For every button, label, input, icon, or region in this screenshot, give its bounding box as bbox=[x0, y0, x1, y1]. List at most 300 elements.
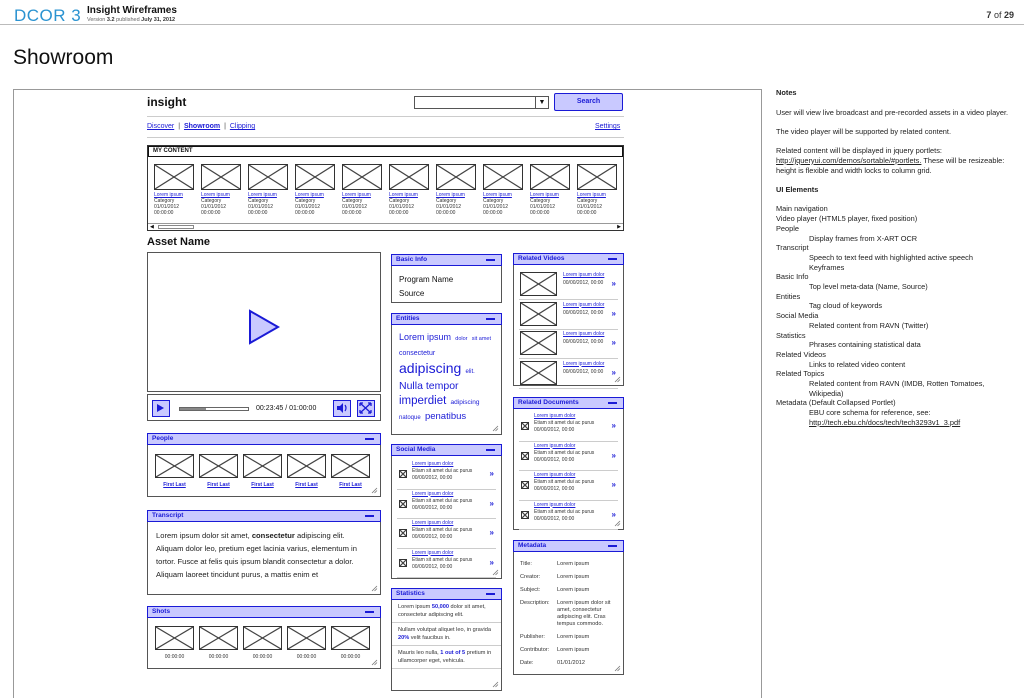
ui-element-line: Speech to text feed with highlighted active speech bbox=[809, 252, 973, 262]
person-name-link[interactable]: First Last bbox=[163, 482, 186, 488]
metadata-portlet bbox=[513, 540, 624, 675]
video-thumbnail[interactable] bbox=[520, 272, 557, 296]
item-link[interactable]: Lorem ipsum dolor bbox=[534, 413, 576, 419]
item-text bbox=[534, 450, 594, 464]
ui-element-line: Phrases containing statistical data bbox=[809, 340, 921, 350]
shot-timecode: 00:00:00 bbox=[252, 654, 273, 660]
ui-element-line: Top level meta-data (Name, Source) bbox=[809, 282, 928, 292]
content-thumbnail[interactable] bbox=[201, 164, 241, 190]
minimize-icon[interactable] bbox=[365, 438, 374, 440]
list-item[interactable] bbox=[397, 520, 496, 549]
content-time: 00:00:00 bbox=[530, 210, 550, 216]
shot-timecode: 00:00:00 bbox=[340, 654, 361, 660]
play-button[interactable] bbox=[152, 400, 170, 417]
entities-header[interactable] bbox=[391, 313, 502, 325]
ui-element-line: Entities bbox=[776, 291, 801, 301]
content-item[interactable] bbox=[154, 164, 194, 216]
list-item[interactable] bbox=[519, 443, 618, 472]
notes-paragraph: Related content will be displayed in jquery portlets: http://jqueryui.com/demos/sortable/#portlets. These will be resizeable: height is flexible and width locks to column grid. bbox=[776, 146, 1005, 175]
play-icon bbox=[153, 401, 168, 415]
resize-icon[interactable] bbox=[492, 569, 499, 576]
content-item[interactable] bbox=[389, 164, 429, 216]
video-thumbnail[interactable] bbox=[520, 302, 557, 326]
people-portlet bbox=[147, 433, 381, 497]
ui-element-line: Related Videos bbox=[776, 349, 826, 359]
item-link[interactable]: Lorem ipsum dolor bbox=[534, 472, 576, 478]
entity-tag[interactable]: consectetur bbox=[399, 350, 436, 357]
person-frame[interactable] bbox=[199, 454, 238, 478]
resize-icon[interactable] bbox=[492, 681, 499, 688]
dcor-logo: DCOR 3 bbox=[14, 6, 82, 25]
related-video-item[interactable] bbox=[519, 359, 618, 389]
social-media-title: Social Media bbox=[396, 446, 436, 453]
version-number: 3.2 bbox=[106, 17, 115, 23]
list-item[interactable] bbox=[519, 502, 618, 531]
header-divider bbox=[0, 24, 1024, 25]
shot-item[interactable] bbox=[243, 626, 282, 660]
entity-tag[interactable]: Nulla tempor bbox=[399, 380, 459, 392]
content-category: Category bbox=[577, 198, 598, 204]
related-videos-title: Related Videos bbox=[518, 255, 565, 262]
app-title: insight bbox=[147, 95, 187, 109]
minimize-icon[interactable] bbox=[486, 259, 495, 261]
person-item[interactable] bbox=[199, 454, 238, 488]
video-thumbnail[interactable] bbox=[520, 331, 557, 355]
ebu-schema-link[interactable]: http://tech.ebu.ch/docs/tech/tech3293v1_3.pdf bbox=[809, 417, 961, 427]
entity-tag[interactable]: sit amet bbox=[471, 336, 491, 342]
statistics-header[interactable] bbox=[391, 588, 502, 600]
item-snippet: Etiam sit amet dui ac purus bbox=[412, 527, 473, 533]
content-thumbnail[interactable] bbox=[295, 164, 335, 190]
item-link[interactable]: Lorem ipsum dolor bbox=[412, 490, 454, 497]
social-media-header[interactable] bbox=[391, 444, 502, 456]
video-link[interactable]: Lorem ipsum dolor bbox=[563, 360, 605, 367]
content-item[interactable] bbox=[530, 164, 570, 216]
transcript-title: Transcript bbox=[152, 512, 184, 519]
list-item[interactable] bbox=[519, 413, 618, 442]
asset-name: Asset Name bbox=[147, 236, 210, 248]
shot-item[interactable] bbox=[331, 626, 370, 660]
content-date: 01/01/2012 bbox=[483, 204, 509, 210]
stat-value: 50,000 bbox=[431, 604, 449, 610]
content-category: Category bbox=[248, 198, 269, 204]
notes-panel bbox=[776, 88, 1020, 428]
content-title-link[interactable]: Lorem ipsum bbox=[530, 192, 559, 198]
content-title-link[interactable]: Lorem ipsum bbox=[577, 192, 606, 198]
nav-settings[interactable]: Settings bbox=[595, 123, 621, 130]
content-time: 00:00:00 bbox=[577, 210, 597, 216]
content-title-link[interactable]: Lorem ipsum bbox=[389, 192, 418, 198]
video-player[interactable] bbox=[147, 252, 381, 392]
shot-keyframe[interactable] bbox=[199, 626, 238, 650]
metadata-value: Lorem ipsum bbox=[557, 587, 590, 593]
chevron-right-icon[interactable]: » bbox=[611, 509, 616, 519]
person-item[interactable] bbox=[287, 454, 326, 488]
entities-title: Entities bbox=[396, 315, 420, 322]
ui-element-line: People bbox=[776, 223, 800, 233]
content-time: 00:00:00 bbox=[295, 210, 315, 216]
resize-icon[interactable] bbox=[614, 520, 621, 527]
time-display: 00:23:45 / 01:00:00 bbox=[256, 405, 317, 412]
person-item[interactable] bbox=[331, 454, 370, 488]
person-name-link[interactable]: First Last bbox=[339, 482, 362, 488]
item-snippet: Etiam sit amet dui ac purus bbox=[534, 508, 595, 515]
person-item[interactable] bbox=[155, 454, 194, 488]
content-category: Category bbox=[436, 198, 457, 204]
metadata-key: Title: bbox=[520, 561, 532, 567]
document-icon[interactable] bbox=[399, 500, 407, 508]
entity-tag[interactable]: dolor bbox=[455, 336, 468, 342]
people-header[interactable] bbox=[147, 433, 381, 445]
metadata-table bbox=[520, 561, 619, 673]
shots-portlet bbox=[147, 606, 381, 669]
horizontal-scrollbar[interactable] bbox=[148, 223, 623, 230]
person-name-link[interactable]: First Last bbox=[251, 482, 274, 488]
related-documents-header[interactable] bbox=[513, 397, 624, 409]
ui-element-line: Statistics bbox=[776, 330, 806, 340]
document-icon[interactable] bbox=[521, 422, 529, 430]
person-name-link[interactable]: First Last bbox=[295, 482, 318, 488]
content-title-link[interactable]: Lorem ipsum bbox=[201, 192, 230, 198]
document-icon[interactable] bbox=[521, 452, 529, 460]
resize-icon[interactable] bbox=[492, 425, 499, 432]
metadata-key: Contributor: bbox=[520, 647, 550, 653]
shot-keyframe[interactable] bbox=[287, 626, 326, 650]
item-date: 00/00/2012, 00:00 bbox=[534, 427, 575, 433]
volume-button[interactable] bbox=[333, 400, 351, 417]
content-item[interactable] bbox=[342, 164, 382, 216]
video-date: 00/00/2012, 00:00 bbox=[563, 280, 604, 286]
related-videos-portlet bbox=[513, 253, 624, 386]
person-frame[interactable] bbox=[331, 454, 370, 478]
item-text bbox=[534, 479, 594, 493]
minimize-icon[interactable] bbox=[608, 402, 617, 404]
program-name: Program Name bbox=[399, 275, 454, 284]
progress-bar[interactable] bbox=[179, 407, 249, 411]
video-date: 00/00/2012, 00:00 bbox=[563, 339, 604, 345]
shot-item[interactable] bbox=[287, 626, 326, 660]
metadata-value: Lorem ipsum bbox=[557, 574, 590, 580]
fullscreen-icon bbox=[358, 401, 373, 415]
volume-icon bbox=[334, 401, 349, 415]
list-item[interactable] bbox=[397, 550, 496, 579]
chevron-right-icon[interactable]: » bbox=[489, 498, 494, 508]
stat-value: 1 out of 5 bbox=[440, 650, 466, 656]
statistics-portlet bbox=[391, 588, 502, 691]
item-date: 00/00/2012, 00:00 bbox=[534, 456, 575, 463]
content-time: 00:00:00 bbox=[342, 210, 362, 216]
social-media-portlet bbox=[391, 444, 502, 579]
chevron-right-icon[interactable]: » bbox=[489, 557, 494, 567]
content-item[interactable] bbox=[483, 164, 523, 216]
search-button[interactable]: Search bbox=[554, 93, 623, 111]
metadata-value: Lorem ipsum bbox=[557, 634, 590, 640]
notes-heading: Notes bbox=[776, 88, 797, 97]
content-item[interactable] bbox=[201, 164, 241, 216]
content-item[interactable] bbox=[577, 164, 617, 216]
nav-discover[interactable]: Discover bbox=[147, 123, 175, 130]
resize-icon[interactable] bbox=[614, 665, 621, 672]
search-input[interactable] bbox=[414, 96, 549, 109]
shots-header[interactable] bbox=[147, 606, 381, 618]
chevron-right-icon[interactable]: » bbox=[611, 421, 616, 430]
content-time: 00:00:00 bbox=[248, 210, 268, 216]
shot-timecode: 00:00:00 bbox=[164, 654, 185, 660]
ui-elements-heading: UI Elements bbox=[776, 184, 819, 194]
content-category: Category bbox=[201, 198, 222, 204]
document-icon[interactable] bbox=[399, 470, 407, 478]
entity-tag[interactable]: natoque bbox=[399, 415, 421, 421]
transcript-header[interactable] bbox=[147, 510, 381, 522]
content-thumbnail[interactable] bbox=[530, 164, 570, 190]
version-label: Version bbox=[87, 17, 106, 23]
content-time: 00:00:00 bbox=[436, 210, 456, 216]
content-category: Category bbox=[154, 198, 175, 204]
content-date: 01/01/2012 bbox=[201, 204, 227, 210]
person-frame[interactable] bbox=[287, 454, 326, 478]
content-thumbnail[interactable] bbox=[483, 164, 523, 190]
jquery-portlets-link[interactable]: http://jqueryui.com/demos/sortable/#portlets. bbox=[776, 155, 922, 165]
content-title-link[interactable]: Lorem ipsum bbox=[295, 192, 324, 198]
item-text bbox=[534, 509, 594, 523]
basic-info-portlet bbox=[391, 254, 502, 303]
content-title-link[interactable]: Lorem ipsum bbox=[342, 192, 371, 198]
person-name-link[interactable]: First Last bbox=[207, 482, 230, 488]
entity-tag[interactable]: adipiscing bbox=[399, 360, 462, 376]
item-link[interactable]: Lorem ipsum dolor bbox=[412, 520, 454, 526]
item-text bbox=[412, 557, 472, 571]
content-category: Category bbox=[389, 198, 410, 204]
nav-clipping[interactable]: Clipping bbox=[229, 123, 256, 130]
page-total: 29 bbox=[1003, 10, 1014, 20]
stat-value: 20% bbox=[398, 635, 410, 641]
resize-icon[interactable] bbox=[371, 659, 378, 666]
resize-icon[interactable] bbox=[371, 487, 378, 494]
ui-elements-list bbox=[776, 204, 1020, 427]
item-link[interactable]: Lorem ipsum dolor bbox=[412, 461, 454, 467]
metadata-row bbox=[520, 647, 619, 654]
entity-tag[interactable]: Lorem ipsum bbox=[399, 332, 452, 342]
content-category: Category bbox=[530, 198, 551, 204]
ui-element-line: Links to related video content bbox=[809, 359, 906, 369]
content-thumbnail[interactable] bbox=[436, 164, 476, 190]
metadata-header[interactable] bbox=[513, 540, 624, 552]
scroll-thumb[interactable] bbox=[158, 225, 194, 229]
content-date: 01/01/2012 bbox=[295, 204, 321, 210]
shot-keyframe[interactable] bbox=[331, 626, 370, 650]
entity-tag[interactable]: elit. bbox=[465, 369, 475, 375]
content-title-link[interactable]: Lorem ipsum bbox=[436, 192, 465, 198]
content-date: 01/01/2012 bbox=[530, 204, 556, 210]
page-current: 7 bbox=[986, 10, 992, 20]
metadata-key: Publisher: bbox=[520, 634, 545, 640]
shot-keyframe[interactable] bbox=[243, 626, 282, 650]
transcript-active-word: consectetur bbox=[251, 531, 295, 540]
ui-element-line: Main navigation bbox=[776, 204, 828, 214]
shots-list bbox=[155, 626, 370, 660]
chevron-right-icon[interactable]: » bbox=[611, 480, 616, 489]
minimize-icon[interactable] bbox=[486, 449, 495, 451]
item-snippet: Etiam sit amet dui ac purus bbox=[412, 468, 473, 474]
entity-tag[interactable]: penatibus bbox=[424, 411, 467, 422]
entity-tag[interactable]: imperdiet bbox=[399, 395, 447, 407]
chevron-right-icon[interactable]: » bbox=[489, 469, 494, 478]
ui-element-line: Tag cloud of keywords bbox=[809, 301, 883, 311]
document-icon[interactable] bbox=[521, 511, 529, 519]
basic-info-body bbox=[392, 266, 501, 308]
metadata-value: Lorem ipsum bbox=[557, 647, 590, 653]
ui-element-line: Video player (HTML5 player, fixed position) bbox=[776, 214, 918, 224]
resize-icon[interactable] bbox=[371, 585, 378, 592]
nav-showroom[interactable]: Showroom bbox=[183, 123, 221, 130]
video-thumbnail[interactable] bbox=[520, 361, 557, 385]
content-thumbnail[interactable] bbox=[389, 164, 429, 190]
content-date: 01/01/2012 bbox=[389, 204, 415, 210]
metadata-value: Lorem ipsum dolor sit amet, consectetur adipiscing elit. Cras tempus commodo. bbox=[557, 600, 611, 627]
statistics-title: Statistics bbox=[396, 590, 425, 597]
my-content-header: MY CONTENT bbox=[148, 146, 623, 157]
item-text bbox=[412, 527, 472, 541]
notes-paragraph: The video player will be supported by related content. bbox=[776, 126, 952, 136]
resize-icon[interactable] bbox=[614, 376, 621, 383]
ui-element-line: Metadata (Default Collapsed Portlet) bbox=[776, 398, 896, 408]
metadata-row bbox=[520, 587, 619, 594]
scroll-right-icon[interactable]: ▶ bbox=[617, 224, 621, 230]
shot-item[interactable] bbox=[199, 626, 238, 660]
chevron-right-icon[interactable]: » bbox=[611, 308, 616, 318]
content-category: Category bbox=[483, 198, 504, 204]
item-date: 00/00/2012, 00:00 bbox=[412, 504, 453, 511]
list-item[interactable] bbox=[519, 472, 618, 501]
content-time: 00:00:00 bbox=[154, 210, 174, 216]
ui-element-line: Keyframes bbox=[809, 262, 845, 272]
notes-paragraph: User will view live broadcast and pre-recorded assets in a video player. bbox=[776, 107, 1009, 117]
shot-keyframe[interactable] bbox=[155, 626, 194, 650]
content-date: 01/01/2012 bbox=[577, 204, 603, 210]
video-link[interactable]: Lorem ipsum dolor bbox=[563, 331, 605, 337]
minimize-icon[interactable] bbox=[608, 258, 617, 260]
metadata-row bbox=[520, 574, 619, 581]
content-time: 00:00:00 bbox=[483, 210, 503, 216]
content-thumbnail[interactable] bbox=[342, 164, 382, 190]
item-snippet: Etiam sit amet dui ac purus bbox=[412, 497, 473, 504]
related-video-item[interactable] bbox=[519, 329, 618, 359]
ui-element-line: Display frames from X-ART OCR bbox=[809, 233, 918, 243]
nav-divider-top bbox=[147, 116, 624, 117]
page-of: of bbox=[993, 10, 1002, 20]
content-item[interactable] bbox=[295, 164, 335, 216]
ui-element-line: Related content from RAVN (Twitter) bbox=[809, 320, 929, 330]
item-text bbox=[412, 498, 472, 512]
play-icon[interactable] bbox=[248, 309, 280, 345]
item-link[interactable]: Lorem ipsum dolor bbox=[534, 501, 576, 508]
item-text bbox=[534, 420, 594, 434]
content-thumbnail[interactable] bbox=[248, 164, 288, 190]
stat-phrase: Nullam volutpat aliquet leo, in gravida 20% velit faucibus in. bbox=[392, 623, 501, 646]
shot-timecode: 00:00:00 bbox=[208, 654, 229, 660]
content-title-link[interactable]: Lorem ipsum bbox=[483, 192, 512, 198]
metadata-title: Metadata bbox=[518, 542, 547, 549]
document-icon[interactable] bbox=[399, 529, 407, 537]
item-date: 00/00/2012, 00:00 bbox=[412, 534, 453, 540]
document-icon[interactable] bbox=[521, 481, 529, 489]
content-time: 00:00:00 bbox=[389, 210, 409, 216]
chevron-right-icon[interactable]: » bbox=[611, 367, 616, 377]
related-video-item[interactable] bbox=[519, 300, 618, 330]
minimize-icon[interactable] bbox=[365, 515, 374, 517]
shot-timecode: 00:00:00 bbox=[296, 654, 317, 660]
shot-item[interactable] bbox=[155, 626, 194, 660]
content-thumbnail[interactable] bbox=[577, 164, 617, 190]
fullscreen-button[interactable] bbox=[357, 400, 375, 417]
my-content-list bbox=[154, 164, 617, 216]
content-date: 01/01/2012 bbox=[342, 204, 368, 210]
ui-element-line: Related Topics bbox=[776, 369, 825, 379]
nav-divider-bottom bbox=[147, 137, 624, 138]
item-snippet: Etiam sit amet dui ac purus bbox=[534, 420, 595, 426]
metadata-row bbox=[520, 600, 619, 628]
list-item[interactable] bbox=[397, 461, 496, 490]
content-title-link[interactable]: Lorem ipsum bbox=[154, 192, 183, 198]
item-snippet: Etiam sit amet dui ac purus bbox=[534, 449, 595, 456]
video-link[interactable]: Lorem ipsum dolor bbox=[563, 272, 605, 278]
content-time: 00:00:00 bbox=[201, 210, 221, 216]
content-item[interactable] bbox=[436, 164, 476, 216]
stat-phrase: Mauris leo nulla, 1 out of 5 pretium in ullamcorper eget, vehicula. bbox=[392, 646, 501, 669]
chevron-right-icon[interactable]: » bbox=[489, 528, 494, 537]
item-snippet: Etiam sit amet dui ac purus bbox=[412, 556, 473, 563]
item-link[interactable]: Lorem ipsum dolor bbox=[534, 442, 576, 449]
content-date: 01/01/2012 bbox=[154, 204, 180, 210]
metadata-key: Subject: bbox=[520, 587, 541, 593]
content-category: Category bbox=[295, 198, 316, 204]
item-link[interactable]: Lorem ipsum dolor bbox=[412, 549, 454, 556]
person-item[interactable] bbox=[243, 454, 282, 488]
doc-version bbox=[87, 17, 177, 23]
metadata-row bbox=[520, 634, 619, 641]
content-thumbnail[interactable] bbox=[154, 164, 194, 190]
video-link[interactable]: Lorem ipsum dolor bbox=[563, 301, 605, 308]
minimize-icon[interactable] bbox=[365, 611, 374, 613]
minimize-icon[interactable] bbox=[608, 545, 617, 547]
entity-tag[interactable]: adipiscing bbox=[450, 399, 480, 406]
list-item[interactable] bbox=[397, 491, 496, 520]
minimize-icon[interactable] bbox=[486, 593, 495, 595]
minimize-icon[interactable] bbox=[486, 318, 495, 320]
document-icon[interactable] bbox=[399, 559, 407, 567]
chevron-right-icon[interactable]: » bbox=[611, 279, 616, 288]
person-frame[interactable] bbox=[155, 454, 194, 478]
chevron-right-icon[interactable]: » bbox=[611, 338, 616, 347]
doc-title: Insight Wireframes bbox=[87, 5, 177, 16]
item-date: 00/00/2012, 00:00 bbox=[534, 515, 575, 522]
content-date: 01/01/2012 bbox=[248, 204, 274, 210]
scroll-left-icon[interactable]: ◀ bbox=[150, 224, 154, 230]
related-video-item[interactable] bbox=[519, 270, 618, 300]
person-frame[interactable] bbox=[243, 454, 282, 478]
chevron-down-icon[interactable]: ▼ bbox=[535, 97, 548, 108]
related-videos-header[interactable] bbox=[513, 253, 624, 265]
main-nav bbox=[147, 123, 257, 130]
published-label: published bbox=[116, 17, 140, 23]
chevron-right-icon[interactable]: » bbox=[611, 450, 616, 460]
video-date: 00/00/2012, 00:00 bbox=[563, 309, 604, 316]
content-item[interactable] bbox=[248, 164, 288, 216]
basic-info-header[interactable] bbox=[391, 254, 502, 266]
shots-title: Shots bbox=[152, 608, 171, 615]
content-title-link[interactable]: Lorem ipsum bbox=[248, 192, 277, 198]
ui-element-line: Basic Info bbox=[776, 272, 809, 282]
